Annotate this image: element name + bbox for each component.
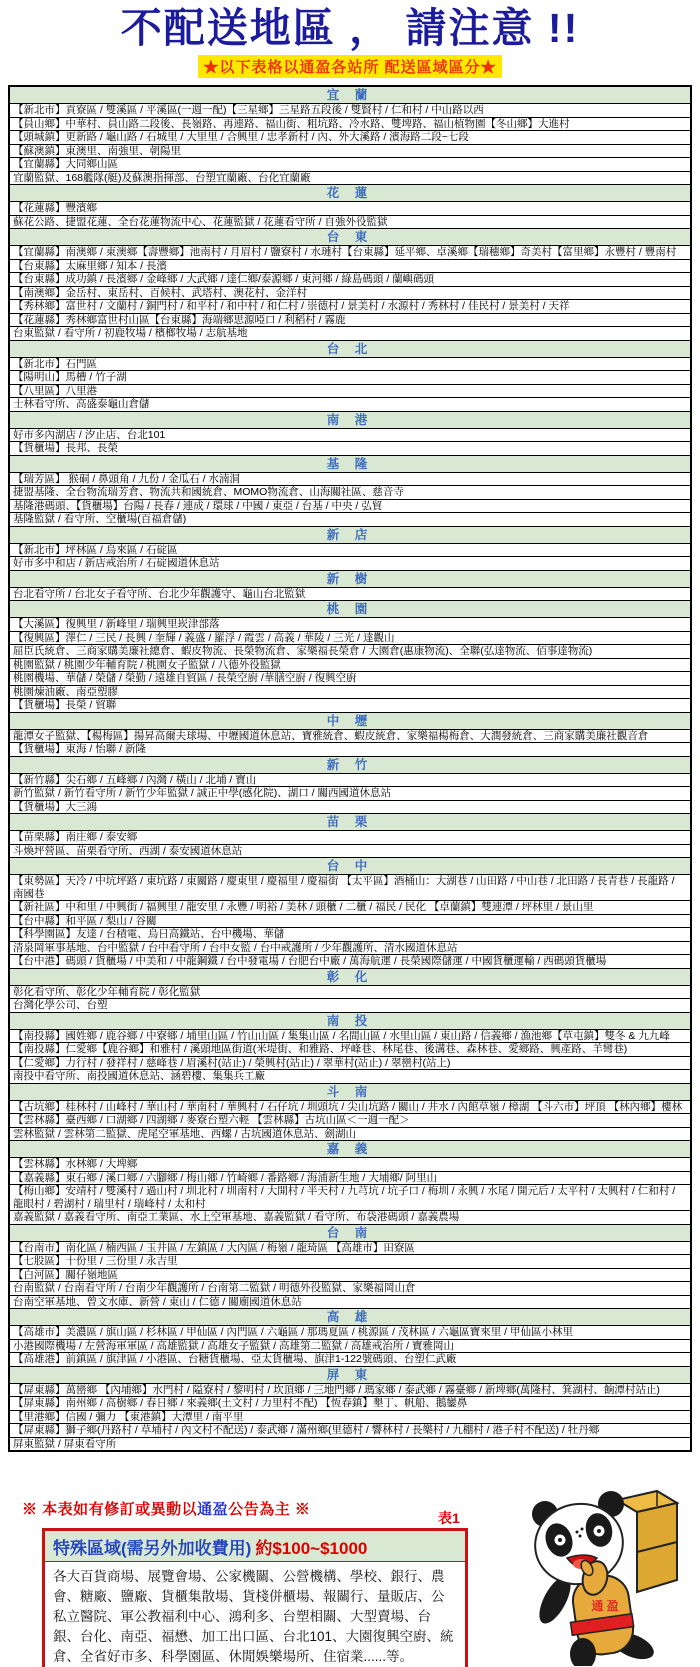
region-row: 【瑞芳區】 猴硐 / 鼻頭角 / 九份 / 金瓜石 / 水湳洞 [9, 472, 691, 486]
section-header-5: 基 隆 [9, 455, 691, 472]
region-row: 【高雄市】美濃區 / 旗山區 / 杉林區 / 甲仙區 / 內門區 / 六龜區 / 那瑪夏區 / 桃源區 / 茂林區 / 六龜區寶來里 / 甲仙區小林里 [9, 1326, 691, 1340]
region-row: 台北看守所 / 台北女子看守所、台北少年觀護守、龜山台北監獄 [9, 587, 691, 601]
region-row: 【八里區】八里港 [9, 384, 691, 398]
region-row: 【梅山鄉】安靖村 / 雙溪村 / 過山村 / 圳北村 / 圳南村 / 大開村 / 半天村 / 九芎坑 / 坑子口 / 梅圳 / 永興 / 水尾 / 開元后 / 太平村 / 太興村 / 仁和村 / 龍眼村 / 碧湖村 / 瑞里村 / 瑞峰村 / 太和村 [9, 1185, 691, 1211]
region-row: 【頭城鎮】更新路 / 龜山路 / 石城里 / 大里里 / 合興里 / 忠孝新村 / 內、外大溪路 / 濱海路二段~七段 [9, 131, 691, 145]
region-row: 士林看守所、高盛泰龜山倉儲 [9, 398, 691, 412]
section-header-11: 苗 栗 [9, 814, 691, 831]
region-row: 【宜蘭縣】南澳鄉 / 東澳鄉【壽豐鄉】池南村 / 月眉村 / 鹽寮村 / 水璉村【台東縣】延平鄉、卓溪鄉【瑞穗鄉】奇美村【富里鄉】永豐村 / 豐南村 [9, 246, 691, 260]
region-row: 【貨櫃場】長邦、長榮 [9, 442, 691, 456]
region-row: 桃園監獄 / 桃園少年輔育院 / 桃園女子監獄 / 八德外役監獄 [9, 658, 691, 672]
region-row: 台東監獄 / 看守所 / 初鹿牧場 / 檳榔牧場 / 志航基地 [9, 327, 691, 341]
region-row: 【復興區】澤仁 / 三民 / 長興 / 奎輝 / 義盛 / 羅浮 / 霞雲 / 高義 / 華陵 / 三光 / 達觀山 [9, 631, 691, 645]
region-row: 【蘇澳鎮】東澳里、南強里、朝陽里 [9, 144, 691, 158]
region-row: 好市多內湖店 / 汐止店、台北101 [9, 428, 691, 442]
region-row: 宜蘭監獄、168艦隊(艇)及蘇澳指揮部、台塑宜蘭廠、台化宜蘭廠 [9, 171, 691, 185]
region-row: 雲林監獄 / 雲林第二監獄、虎尾空軍基地、西螺 / 古坑國道休息站、劍湖山 [9, 1127, 691, 1141]
section-header-2: 台 東 [9, 229, 691, 246]
region-row: 【秀林鄉】富世村 / 文蘭村 / 銅門村 / 和平村 / 和中村 / 和仁村 / 崇德村 / 景美村 / 水源村 / 秀林村 / 佳民村 / 景美村 / 天祥 [9, 300, 691, 314]
region-row: 基隆港碼頭、【貨櫃場】台陽 / 長春 / 連成 / 環球 / 中國 / 東亞 / 台基 / 中央 / 弘貿 [9, 499, 691, 513]
mascot-brand-label: 通 盈 [591, 1599, 619, 1613]
section-header-9: 中 壢 [9, 712, 691, 729]
region-row: 【新竹縣】尖石鄉 / 五峰鄉 / 內灣 / 橫山 / 北埔 / 寶山 [9, 773, 691, 787]
region-row: 【屏東縣】萬巒鄉 【內埔鄉】水門村 / 隘寮村 / 黎明村 / 坎頂鄉 / 三地門鄉 / 瑪家鄉 / 泰武鄉 / 霧臺鄉 / 新埤鄉(萬隆村、箕湖村、餉潭村站止) [9, 1383, 691, 1397]
region-row: 捷盟基隆、全台物流瑞芳倉、物流共和國統倉、MOMO物流倉、山海關社區、慈音寺 [9, 486, 691, 500]
region-row: 【苗栗縣】南庄鄉 / 泰安鄉 [9, 831, 691, 845]
region-row: 南投中看守所、南投國道休息站、涵碧樓、集集兵工廠 [9, 1070, 691, 1084]
region-row: 【里港鄉】信國 / 彌力 【東港鎮】大潭里 / 南平里 [9, 1410, 691, 1424]
section-header-13: 彰 化 [9, 968, 691, 985]
region-row: 【台中港】碼頭 / 貨櫃場 / 中美和 / 中龍鋼鐵 / 台中發電場 / 台肥台中廠 / 萬海航運 / 長榮國際儲運 / 中國貨櫃運輸 / 西碼頭貨櫃場 [9, 955, 691, 969]
region-row: 好市多中和店 / 新店戒治所 / 石碇國道休息站 [9, 557, 691, 571]
region-row: 【新北市】石門區 [9, 357, 691, 371]
region-row: 【高雄港】前鎮區 / 旗津區 / 小港區、台糖貨櫃場、亞太貨櫃場、旗津1-122號碼頭、台塑仁武廠 [9, 1353, 691, 1367]
region-row: 【新北市】貢寮區 / 雙溪區 / 平溪區(一週一配)【三星鄉】三星路五段後 / 雙賢村 / 仁和村 / 中山路以西 [9, 104, 691, 118]
region-row: 【南投縣】國姓鄉 / 鹿谷鄉 / 中寮鄉 / 埔里山區 / 竹山山區 / 集集山區 / 名間山區 / 水里山區 / 東山路 / 信義鄉 / 漁池鄉【草屯鎮】雙冬 & 九九峰 [9, 1029, 691, 1043]
region-row: 【貨櫃場】東海 / 怡聯 / 新隆 [9, 743, 691, 757]
revision-note [22, 1498, 310, 1519]
region-row: 屏東監獄 / 屏東看守所 [9, 1437, 691, 1451]
region-row: 嘉義監獄 / 嘉義看守所、南亞工業區、水上空軍基地、嘉義監獄 / 看守所、布袋港碼頭 / 嘉義農場 [9, 1211, 691, 1225]
region-row: 台灣化學公司、台塑 [9, 999, 691, 1013]
region-row: 【陽明山】馬槽 / 竹子湖 [9, 371, 691, 385]
region-row: 【台南市】南化區 / 楠西區 / 玉井區 / 左鎮區 / 大內區 / 梅嶺 / 龍琦區 【高雄市】田寮區 [9, 1241, 691, 1255]
region-row: 【台中縣】和平區 / 梨山 / 谷關 [9, 914, 691, 928]
section-header-10: 新 竹 [9, 756, 691, 773]
region-row: 彰化看守所、彰化少年輔育院 / 彰化監獄 [9, 985, 691, 999]
region-row: 台南監獄 / 台南看守所 / 台南少年觀護所 / 台南第二監獄 / 明德外役監獄、家樂福岡山倉 [9, 1282, 691, 1296]
region-row: 【花蓮縣】秀林鄉富世村山區【台東縣】海端鄉思源啞口 / 利稻村 / 霧鹿 [9, 313, 691, 327]
region-row: 【南澳鄉】金岳村、東岳村、百候村、武塔村、澳花村、金洋村 [9, 286, 691, 300]
region-row: 【雲林縣】臺西鄉 / 口湖鄉 / 四湖鄉 / 麥寮台塑六輕 【雲林縣】古坑山區＜一週一配＞ [9, 1114, 691, 1128]
subtitle-banner: ★以下表格以通盈各站所 配送區域區分★ [198, 55, 501, 78]
special-area-title: 特殊區域(需另外加收費用) [53, 1539, 252, 1558]
section-header-19: 屏 東 [9, 1366, 691, 1383]
region-row: 【新社區】中和里 / 中興街 / 福興里 / 龍安里 / 永豐 / 明裕 / 美林 / 頭櫃 / 二櫃 / 福民 / 民化 【卓蘭鎮】雙連潭 / 坪林里 / 景山里 [9, 901, 691, 915]
region-row: 小港國際機場 / 左營海軍軍區 / 高雄監獄 / 高雄女子監獄 / 高雄第二監獄 / 高雄戒治所 / 寶雅岡山 [9, 1339, 691, 1353]
section-header-8: 桃 園 [9, 601, 691, 618]
region-row: 【仁愛鄉】力行村 / 發祥村 / 慈峰巷 / 眉溪村(站止) / 榮興村(站止) / 翠華村(站止) / 翠巒村(站上) [9, 1056, 691, 1070]
region-row: 新竹監獄 / 新竹看守所 / 新竹少年監獄 / 誠正中學(感化院)、湖口 / 關西國道休息站 [9, 787, 691, 801]
revision-note-suffix: 公告為主 ※ [228, 1501, 311, 1518]
region-row: 【白河區】關仔嶺地區 [9, 1268, 691, 1282]
section-header-6: 新 店 [9, 526, 691, 543]
region-row: 【貨櫃場】大三鴻 [9, 800, 691, 814]
delivery-area-table [8, 85, 692, 1452]
section-header-3: 台 北 [9, 340, 691, 357]
region-row: 屈臣氏統倉、三商家購美廉社總倉、蝦皮物流、長榮物流倉、家樂福長榮倉 / 大園倉(惠康物流)、全聯(弘達物流、佰事達物流) [9, 645, 691, 659]
revision-note-prefix: ※ 本表如有修訂或異動以 [22, 1501, 198, 1518]
region-row: 【大溪區】復興里 / 新峰里 / 瑞興里崁津部落 [9, 618, 691, 632]
region-row: 桃園機場、華儲 / 榮儲 / 榮勤 / 遠雄自貿區 / 長榮空廚 /華膳空廚 / 復興空廚 [9, 672, 691, 686]
region-row: 斗煥坪營區、苗栗看守所、西湖 / 泰安國道休息站 [9, 844, 691, 858]
region-row: 蘇花公路、捷盟花蓮、全台花蓮物流中心、花蓮監獄 / 花蓮看守所 / 自強外役監獄 [9, 215, 691, 229]
region-row: 【員山鄉】中華村、員山路二段後、長嶺路、再連路、福山街、粗坑路、冷水路、雙埤路、福山植物園【冬山鄉】大進村 [9, 117, 691, 131]
region-row: 【宜蘭縣】大同鄉山區 [9, 158, 691, 172]
section-header-18: 高 雄 [9, 1309, 691, 1326]
region-row: 【新北市】坪林區 / 烏來區 / 石碇區 [9, 543, 691, 557]
region-row: 基隆監獄 / 看守所、空櫃場(百福倉儲) [9, 513, 691, 527]
page-title: 不配送地區 ， 請注意 !! [120, 5, 580, 51]
section-header-1: 花 蓮 [9, 185, 691, 202]
brand-name: 通盈 [197, 1501, 229, 1518]
subtitle-row [0, 55, 700, 78]
region-row: 【台東縣】成功鎮 / 長濱鄉 / 金峰鄉 / 大武鄉 / 達仁鄉/泰源鄉 / 東河鄉 / 綠島碼頭 / 蘭嶼碼頭 [9, 273, 691, 287]
region-row: 【雲林縣】水林鄉 / 大埤鄉 [9, 1158, 691, 1172]
special-area-price: 約$100~$1000 [255, 1539, 368, 1558]
region-row: 【科學園區】友達 / 台積電、烏日高鐵站、台中機場、華儲 [9, 928, 691, 942]
region-row: 【屏東縣】南州鄉 / 高樹鄉 / 春日鄉 / 來義鄉(土文村 / 力里村不配) 【恆春鎮】墾丁、帆船、鵝鑾鼻 [9, 1397, 691, 1411]
region-row: 台南空軍基地、曾文水庫、新營 / 東山 / 仁德 / 關廟國道休息站 [9, 1295, 691, 1309]
special-area-box [42, 1528, 468, 1667]
region-row: 【台東縣】太麻里鄉 / 知本 / 長濱 [9, 259, 691, 273]
section-header-4: 南 港 [9, 411, 691, 428]
region-row: 桃園煉油廠、南亞塑膠 [9, 685, 691, 699]
special-area-header [45, 1531, 465, 1562]
section-header-17: 台 南 [9, 1224, 691, 1241]
parcel-boxes-icon [617, 1491, 677, 1592]
region-row: 【貨櫃場】長榮 / 貿聯 [9, 699, 691, 713]
section-header-7: 新 樹 [9, 570, 691, 587]
region-row: 【七股區】十份里 / 三份里 / 永吉里 [9, 1255, 691, 1269]
section-header-14: 南 投 [9, 1012, 691, 1029]
region-row: 【東勢區】天冷 / 中坑坪路 / 東坑路 / 東關路 / 慶東里 / 慶福里 / 慶福街 【太平區】酒桶山：大湖巷 / 山田路 / 中山巷 / 北田路 / 長青巷 / 長龍路 / 南國巷 [9, 875, 691, 901]
region-row: 【花蓮縣】豐濱鄉 [9, 202, 691, 216]
region-row: 【嘉義縣】東石鄉 / 溪口鄉 / 六腳鄉 / 梅山鄉 / 竹崎鄉 / 番路鄉 / 海浦新生地 / 大埔鄉/ 阿里山 [9, 1171, 691, 1185]
section-header-16: 嘉 義 [9, 1141, 691, 1158]
region-row: 清泉岡軍事基地、台中監獄 / 台中看守所 / 台中女監 / 台中戒護所 / 少年觀護所、清水國道休息站 [9, 941, 691, 955]
special-area-body: 各大百貨商場、展覽會場、公家機關、公營機構、學校、銀行、農會、糖廠、鹽廠、貨櫃集散場、貨棧併櫃場、報關行、量販店、公私立醫院、軍公教福利中心、鴻利多、台塑相關、大型賣場、台銀、台化、南亞、福懋、加工出口區、台北101、大園復興空廚、統倉、全省好市多、科學園區、休閒娛樂場所、住宿業......等。 [53, 1569, 454, 1664]
region-row: 【古坑鄉】桂林村 / 山峰村 / 華山村 / 華南村 / 華興村 / 石仔坑 / 圳頭坑 / 尖山坑路 / 關山 / 井水 / 內館草嶺 / 樟湖 【斗六市】坪頂 【林內鄉】樓林 [9, 1100, 691, 1114]
panda-mascot-illustration [525, 1488, 690, 1666]
section-header-15: 斗 南 [9, 1083, 691, 1100]
region-row: 【屏東縣】獅子鄉(丹路村 / 草埔村 / 內文村不配送) / 泰武鄉 / 滿州鄉(里德村 / 響林村 / 長樂村 / 九棚村 / 港子村不配送) / 牡丹鄉 [9, 1424, 691, 1438]
table-number-label: 表1 [438, 1510, 460, 1526]
section-header-0: 宜 蘭 [9, 86, 691, 104]
region-row: 龍潭女子監獄、【楊梅區】揚昇高爾夫球場、中壢國道休息站、寶雅統倉、蝦皮統倉、家樂福楊梅倉、大潤發統倉、三商家購美廉社觀音倉 [9, 729, 691, 743]
section-header-12: 台 中 [9, 858, 691, 875]
region-row: 【南投縣】仁愛鄉【鹿谷鄉】和雅村 / 溪頭地區街道(米堤街、和雅路、坪峰巷、林尾巷、後溝巷、森林巷、愛鄉路、興產路、羊彎巷) [9, 1043, 691, 1057]
